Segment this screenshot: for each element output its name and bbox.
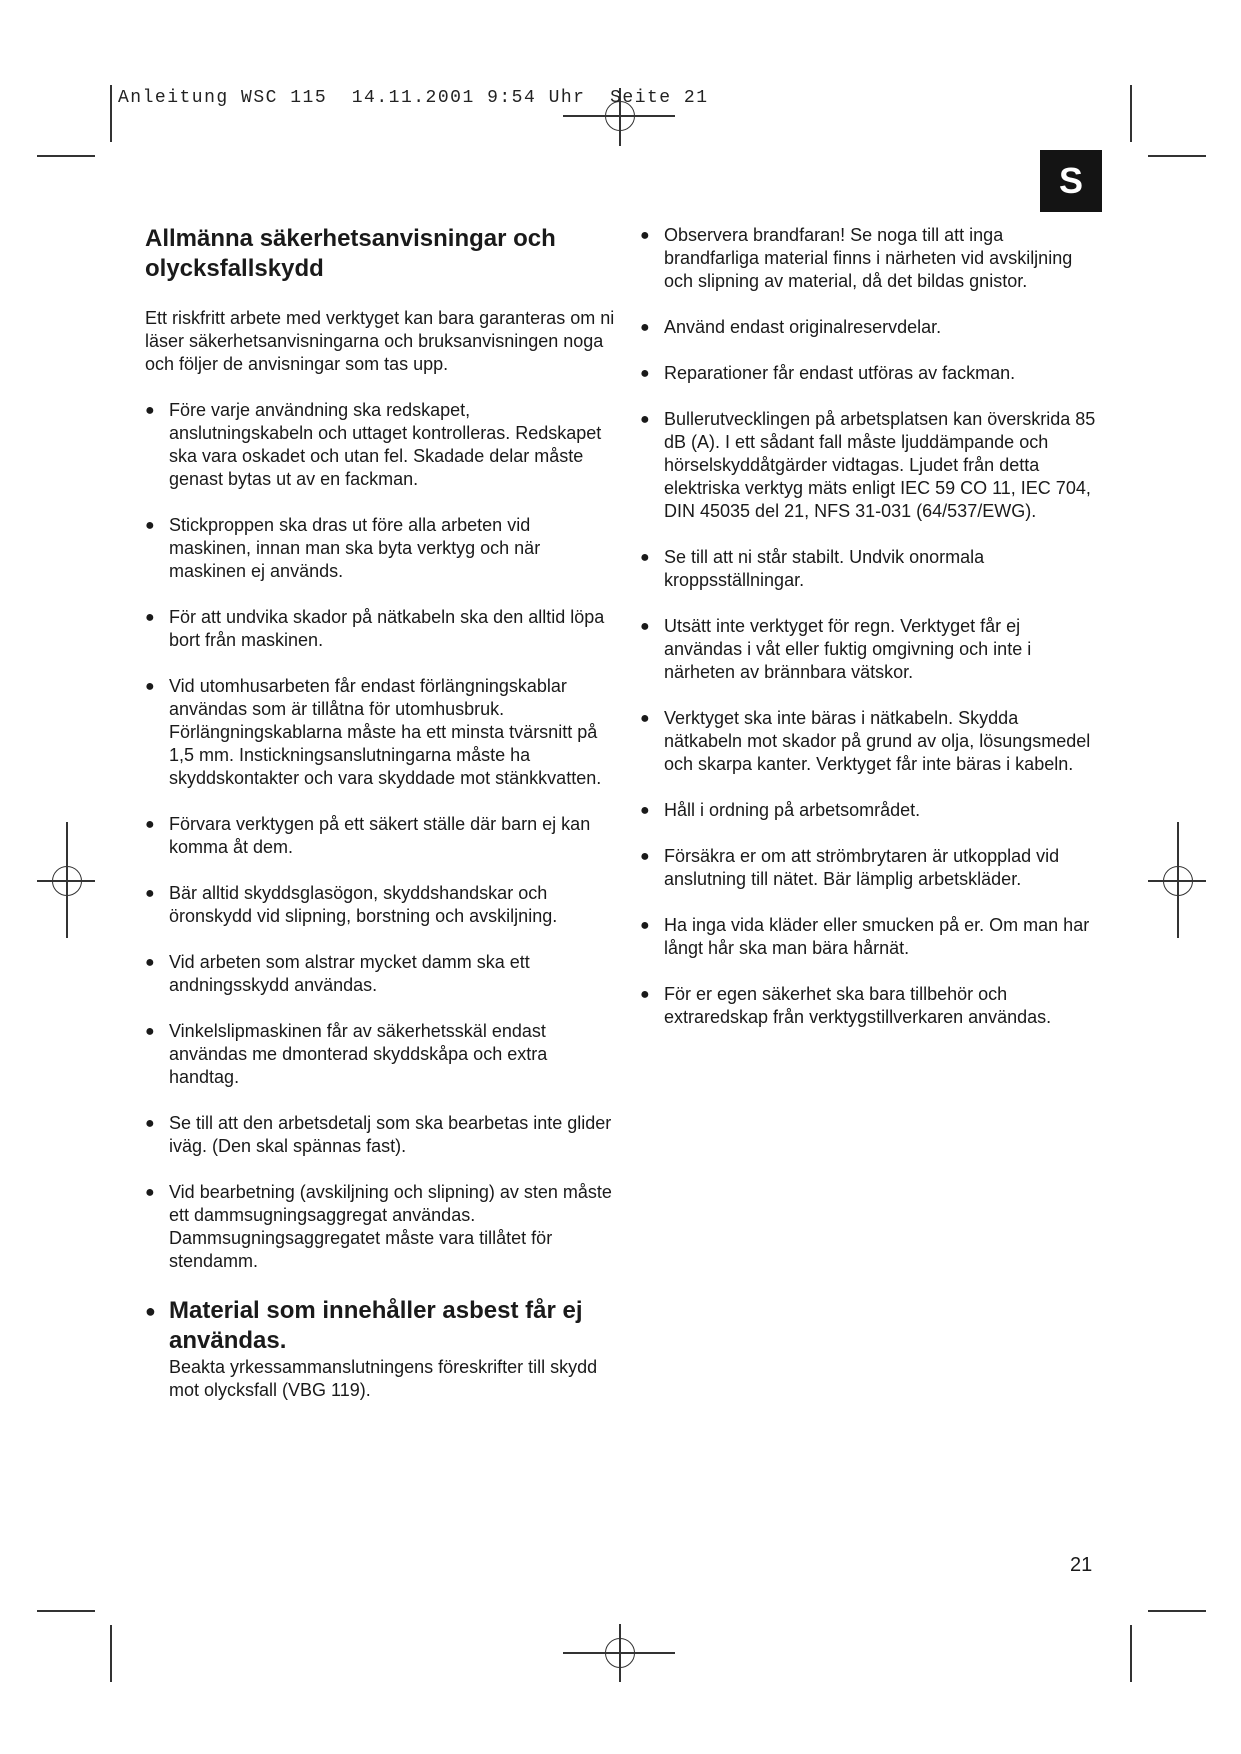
- list-item: [640, 845, 1100, 891]
- list-item-text: Vid arbeten som alstrar mycket damm ska ett andningsskydd användas.: [169, 952, 530, 995]
- list-item: [640, 914, 1100, 960]
- list-item-text: Se till att den arbetsdetalj som ska bearbetas inte glider iväg. (Den skal spännas fast).: [169, 1113, 612, 1156]
- list-item: [640, 408, 1100, 523]
- bullet-icon: ●: [145, 517, 155, 534]
- list-item: [145, 606, 615, 652]
- bullet-icon: ●: [145, 609, 155, 626]
- bullet-icon: ●: [640, 986, 650, 1003]
- right-column: [640, 224, 1100, 1052]
- crop-mark-bottom-right-vertical: [1130, 1625, 1132, 1682]
- bullet-icon: ●: [640, 917, 650, 934]
- page-number: 21: [1070, 1554, 1093, 1576]
- asbestos-warning-heading: Material som innehåller asbest får ej användas.: [169, 1297, 583, 1354]
- list-item: [640, 707, 1100, 776]
- list-item: [640, 362, 1100, 385]
- list-item: [145, 1181, 615, 1273]
- asbestos-warning-text: Beakta yrkessammanslutningens föreskrifter till skydd mot olycksfall (VBG 119).: [169, 1357, 598, 1400]
- list-item-text: Verktyget ska inte bäras i nätkabeln. Skydda nätkabeln mot skador på grund av olja, lösungsmedel och skarpa kanter. Verktyget får inte bäras i kabeln.: [664, 708, 1091, 774]
- asbestos-warning: [145, 1296, 615, 1402]
- list-item-text: Försäkra er om att strömbrytaren är utkopplad vid anslutning till nätet. Bär lämplig arbetskläder.: [664, 846, 1060, 889]
- crop-mark-bottom-left-vertical: [110, 1625, 112, 1682]
- print-header: [118, 88, 709, 108]
- list-item: [640, 983, 1100, 1029]
- registration-left-circle-icon: [52, 866, 82, 896]
- list-item-text: Bullerutvecklingen på arbetsplatsen kan överskrida 85 dB (A). I ett sådant fall måste ljuddämpande och hörselskyddåtgärder vidtagas. Ljudet från detta elektriska verktyg mäts enligt IEC 59 CO 11, IEC 704, DIN 45035 del 21, NFS 31-031 (64/537/EWG).: [664, 409, 1096, 521]
- bullet-icon: ●: [640, 411, 650, 428]
- registration-bottom-circle-icon: [605, 1638, 635, 1668]
- list-item-text: Bär alltid skyddsglasögon, skyddshandskar och öronskydd vid slipning, borstning och avskiljning.: [169, 883, 558, 926]
- bullet-icon: ●: [145, 1301, 156, 1321]
- list-item: [640, 224, 1100, 293]
- bullet-icon: ●: [145, 1184, 155, 1201]
- bullet-icon: ●: [640, 549, 650, 566]
- bullet-icon: ●: [145, 678, 155, 695]
- list-item: [145, 514, 615, 583]
- section-title: Allmänna säkerhetsanvisningar och olycksfallskydd: [145, 225, 556, 282]
- list-item-text: Ha inga vida kläder eller smucken på er. Om man har långt hår ska man bära hårnät.: [664, 915, 1090, 958]
- list-item-text: Reparationer får endast utföras av fackman.: [664, 363, 1016, 383]
- list-item-text: Håll i ordning på arbetsområdet.: [664, 800, 921, 820]
- list-item-text: Observera brandfaran! Se noga till att inga brandfarliga material finns i närheten vid avskiljning och slipning av material, då det bildas gnistor.: [664, 225, 1073, 291]
- bullet-icon: ●: [640, 618, 650, 635]
- list-item: [145, 1112, 615, 1158]
- bullet-icon: ●: [640, 365, 650, 382]
- list-item-text: Förvara verktygen på ett säkert ställe där barn ej kan komma åt dem.: [169, 814, 591, 857]
- crop-mark-top-left-vertical: [110, 85, 112, 142]
- left-column: [145, 224, 615, 1425]
- list-item-text: Använd endast originalreservdelar.: [664, 317, 942, 337]
- list-item-text: Före varje användning ska redskapet, anslutningskabeln och uttaget kontrolleras. Redskapet ska vara oskadet och utan fel. Skadade delar måste genast bytas ut av en fackman.: [169, 400, 602, 489]
- registration-right-circle-icon: [1163, 866, 1193, 896]
- bullet-icon: ●: [640, 710, 650, 727]
- list-item-text: Vid bearbetning (avskiljning och slipning) av sten måste ett dammsugningsaggregat användas. Dammsugningsaggregatet måste vara tillåtet för stendamm.: [169, 1182, 612, 1271]
- list-item-text: För er egen säkerhet ska bara tillbehör och extraredskap från verktygstillverkaren användas.: [664, 984, 1052, 1027]
- header-page-label: Seite 21: [610, 88, 709, 108]
- crop-mark-top-left-horizontal: [37, 155, 95, 157]
- list-item: [145, 882, 615, 928]
- bullet-icon: ●: [640, 848, 650, 865]
- list-item: [640, 615, 1100, 684]
- list-item: [640, 316, 1100, 339]
- list-item: [145, 1020, 615, 1089]
- bullet-icon: ●: [145, 816, 155, 833]
- list-item: [145, 951, 615, 997]
- list-item-text: Vinkelslipmaskinen får av säkerhetsskäl endast användas me dmonterad skyddskåpa och extra handtag.: [169, 1021, 548, 1087]
- header-slug: Anleitung WSC 115: [118, 88, 328, 108]
- bullet-icon: ●: [640, 802, 650, 819]
- header-date-time: 14.11.2001 9:54 Uhr: [351, 88, 586, 108]
- crop-mark-bottom-right-horizontal: [1148, 1610, 1206, 1612]
- bullet-icon: ●: [640, 319, 650, 336]
- crop-mark-top-right-vertical: [1130, 85, 1132, 142]
- list-item: [145, 675, 615, 790]
- bullet-icon: ●: [145, 885, 155, 902]
- list-item: [145, 813, 615, 859]
- list-item-text: Utsätt inte verktyget för regn. Verktyget får ej användas i våt eller fuktig omgivning och inte i närheten av brännbara vätskor.: [664, 616, 1032, 682]
- language-tab: S: [1040, 150, 1102, 212]
- bullet-icon: ●: [145, 954, 155, 971]
- list-item: [640, 546, 1100, 592]
- crop-mark-bottom-left-horizontal: [37, 1610, 95, 1612]
- crop-mark-top-right-horizontal: [1148, 155, 1206, 157]
- bullet-icon: ●: [145, 1023, 155, 1040]
- list-item: [640, 799, 1100, 822]
- list-item-text: Vid utomhusarbeten får endast förlängningskablar användas som är tillåtna för utomhusbruk. Förlängningskablarna måste ha ett minsta tvärsnitt på 1,5 mm. Instickningsanslutningarna måste ha skyddskontakter och vara skyddade mot stänkkvatten.: [169, 676, 602, 788]
- list-item-text: Se till att ni står stabilt. Undvik onormala kroppsställningar.: [664, 547, 985, 590]
- intro-paragraph: Ett riskfritt arbete med verktyget kan bara garanteras om ni läser säkerhetsanvisningarna och bruksanvisningen noga och följer de anvisningar som tas upp.: [145, 308, 615, 374]
- list-item: [145, 399, 615, 491]
- list-item-text: Stickproppen ska dras ut före alla arbeten vid maskinen, innan man ska byta verktyg och när maskinen ej används.: [169, 515, 541, 581]
- bullet-icon: ●: [640, 227, 650, 244]
- list-item-text: För att undvika skador på nätkabeln ska den alltid löpa bort från maskinen.: [169, 607, 605, 650]
- bullet-icon: ●: [145, 402, 155, 419]
- bullet-icon: ●: [145, 1115, 155, 1132]
